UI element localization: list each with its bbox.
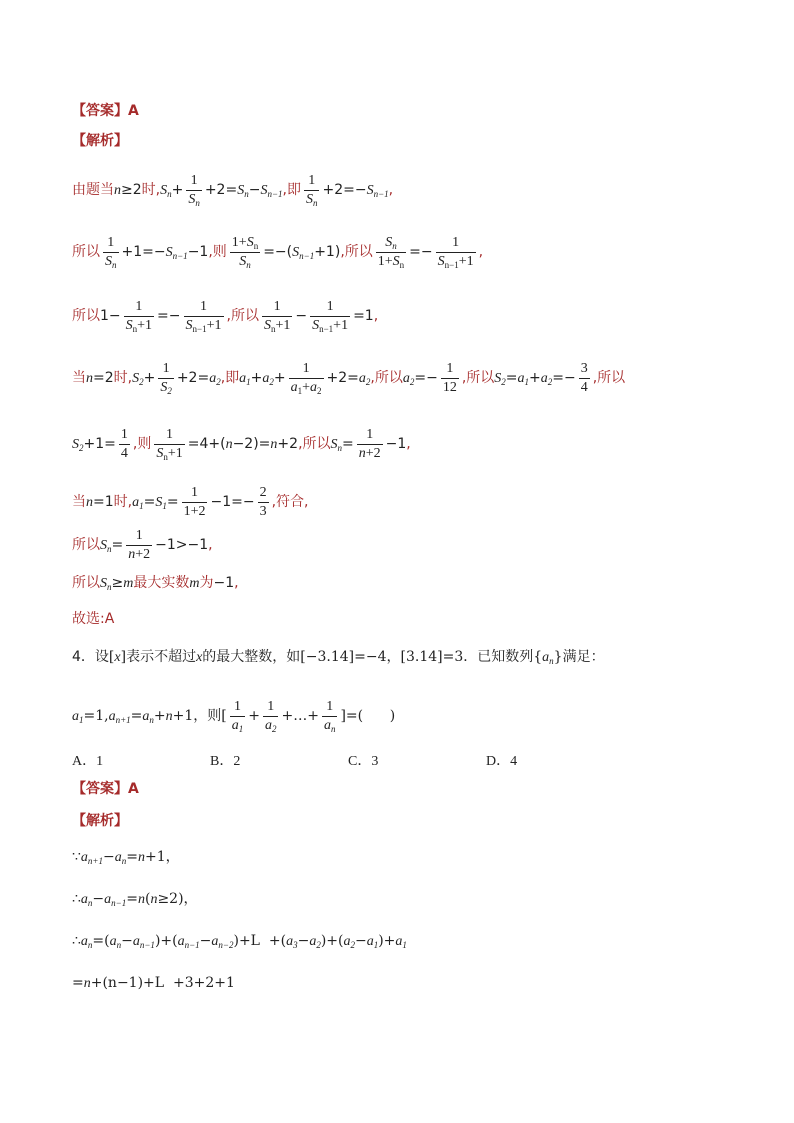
solution-line-8: 所以$S_n\ge m$最大实数m为−1, [72, 575, 239, 592]
solution-line-4: 当n=2时$,S_2+$ $\frac{1}{S_2}$ $+2=a_2$,即$a_1+a_2+$ $\frac{1}{a_1+a_2}$ $+2=a_2$,所以$a_2=-$ $\frac{1}{12}$ ,所以$S_2=a_1+a_2=-$ $\frac{3}{4}$ ,所以 [72, 361, 626, 396]
problem-4-stem: 4．设[x]表示不超过x的最大整数，如[−3.14]=−4，[3.14]=3．已知数列$\{a_n\}$满足： [72, 649, 605, 666]
option-b: B．2 [210, 754, 241, 769]
solution-line-1: 由题当n≥2时$,S_n+$ $\frac{1}{S_n}$ $+2=S_n-S_{n-1}$,即 $\frac{1}{S_n}$ $+2=-S_{n-1}$, [72, 173, 394, 208]
solution-line-7: 所以$S_n=$ $\frac{1}{n+2}$ −1>−1, [72, 528, 213, 562]
solution-2-line-2: $\therefore a_n-a_{n-1}=n(n\ge 2)$， [72, 891, 198, 908]
solution-2-line-4: =n+(n−1)+L +3+2+1 [72, 975, 235, 991]
analysis-label-2: 【解析】 [72, 813, 128, 829]
option-a: A．1 [72, 754, 104, 769]
solution-line-5: $S_2+1=$ $\frac{1}{4}$ ,则 $\frac{1}{S_n+1}$ =4+(n−2)=n+2,所以$S_n=$ $\frac{1}{n+2}$ −1, [72, 427, 411, 462]
answer-label: 【答案】A [72, 103, 139, 119]
answer-label-2: 【答案】A [72, 781, 139, 797]
option-d: D．4 [486, 754, 518, 769]
solution-line-6: 当n=1时$,a_1=S_1=$ $\frac{1}{1+2}$ −1=− $\frac{2}{3}$ ,符合, [72, 485, 309, 519]
solution-line-3: 所以1− $\frac{1}{S_n+1}$ =− $\frac{1}{S_{n-1}+1}$ ,所以 $\frac{1}{S_n+1}$ − $\frac{1}{S_{n-1}+1}$ =1, [72, 299, 379, 334]
analysis-label: 【解析】 [72, 133, 128, 149]
solution-line-9: 故选:A [72, 611, 115, 627]
solution-2-line-3: $\therefore a_n=(a_n-a_{n-1})+(a_{n-1}-a_{n-2})+L +(a_3-a_2)+(a_2-a_1)+a_1$ [72, 933, 407, 950]
problem-4-condition: $a_1=1,a_{n+1}=a_n+n+1$，则[ $\frac{1}{a_1}$ + $\frac{1}{a_2}$ +…+ $\frac{1}{a_n}$ ]=( ) [72, 699, 396, 734]
solution-2-line-1: $\because a_{n+1}-a_n=n+1$， [72, 849, 180, 866]
solution-line-2: 所以 $\frac{1}{S_n}$ $+1=-S_{n-1}-1$,则 $\frac{1+S_n}{S_n}$ $=-(S_{n-1}+1)$,所以 $\frac{S_n}{1+S_n}$ =− $\frac{1}{S_{n-1}+1}$ , [72, 235, 484, 270]
option-c: C．3 [348, 754, 379, 769]
